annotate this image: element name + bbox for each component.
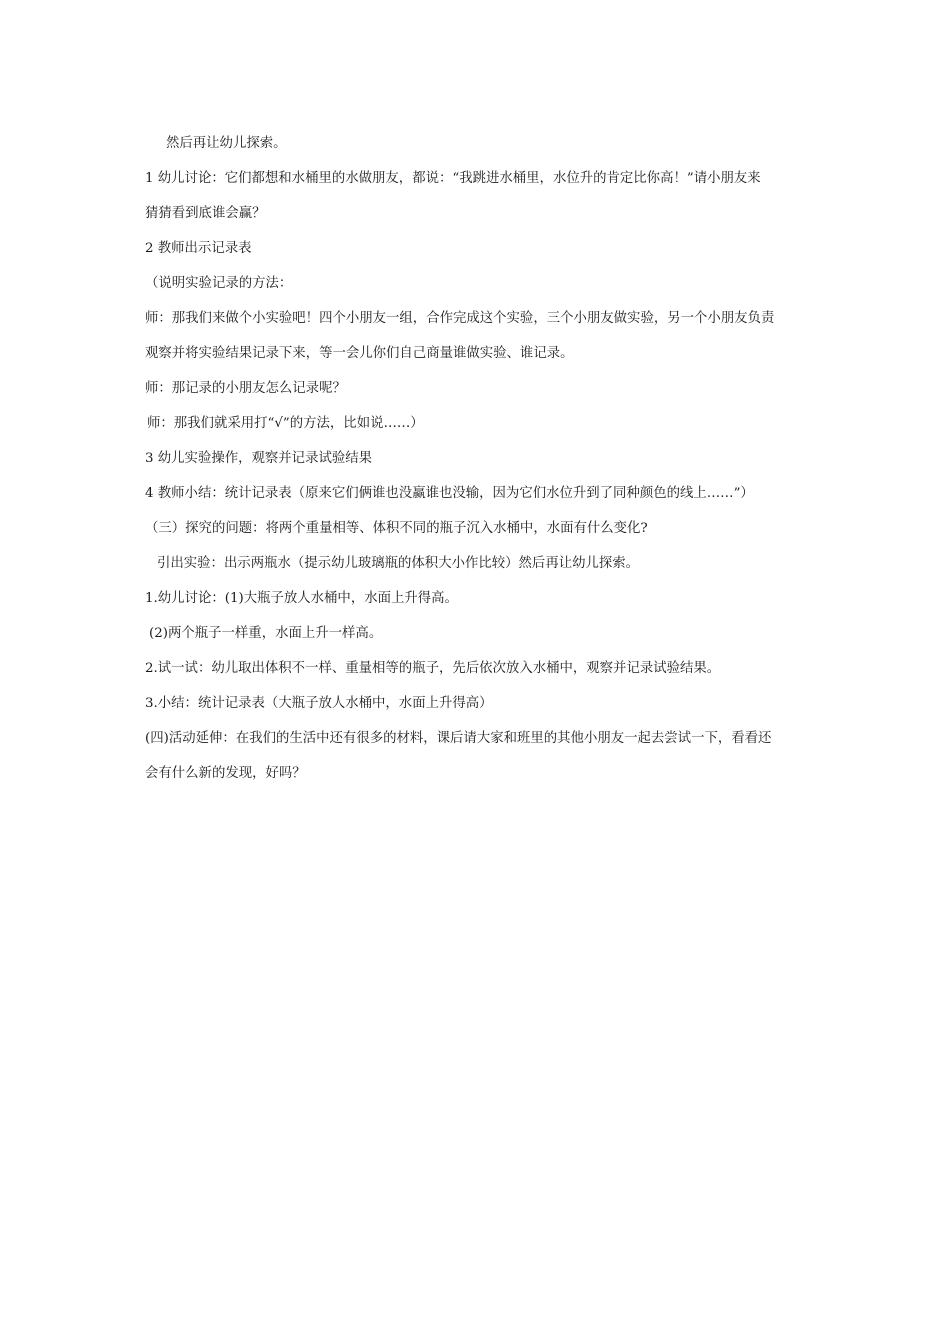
paragraph-child-operation: 3 幼儿实验操作，观察并记录试验结果 — [145, 451, 373, 466]
paragraph-extension: (四)活动延伸：在我们的生活中还有很多的材料，课后请大家和班里的其他小朋友一起去尝试一下，看看还 — [145, 731, 772, 746]
paragraph-show-record-table: 2 教师出示记录表 — [145, 241, 252, 256]
paragraph-introduce-experiment: 引出实验：出示两瓶水（提示幼儿玻璃瓶的体积大小作比较）然后再让幼儿探索。 — [157, 556, 640, 571]
paragraph-explore: 然后再让幼儿探索。 — [166, 136, 287, 151]
paragraph-child-discussion-2: (2)两个瓶子一样重，水面上升一样高。 — [149, 626, 383, 641]
document-body — [145, 126, 810, 791]
paragraph-discussion-1-cont: 猜猜看到底谁会赢？ — [145, 206, 266, 221]
paragraph-extension-cont: 会有什么新的发现，好吗？ — [145, 766, 306, 781]
paragraph-section-three: （三）探究的问题：将两个重量相等、体积不同的瓶子沉入水桶中，水面有什么变化? — [145, 521, 648, 536]
paragraph-teacher-experiment-cont: 观察并将实验结果记录下来，等一会儿你们自己商量谁做实验、谁记录。 — [145, 346, 574, 361]
paragraph-record-method: （说明实验记录的方法： — [145, 276, 293, 291]
paragraph-teacher-experiment: 师：那我们来做个小实验吧！四个小朋友一组，合作完成这个实验，三个小朋友做实验，另一个小朋友负责 — [145, 311, 775, 326]
paragraph-summary: 3.小结：统计记录表（大瓶子放人水桶中，水面上升得高） — [145, 696, 493, 711]
paragraph-discussion-1: 1 幼儿讨论：它们都想和水桶里的水做朋友，都说：“我跳进水桶里，水位升的肯定比你高！”请小朋友来 — [145, 171, 761, 186]
paragraph-child-discussion-1: 1.幼儿讨论：(1)大瓶子放人水桶中，水面上升得高。 — [145, 591, 458, 606]
paragraph-try-it: 2.试一试：幼儿取出体积不一样、重量相等的瓶子，先后依次放入水桶中，观察并记录试验结果。 — [145, 661, 721, 676]
paragraph-teacher-tick-method: 师：那我们就采用打“√”的方法，比如说……） — [147, 416, 424, 431]
paragraph-teacher-summary: 4 教师小结：统计记录表（原来它们俩谁也没赢谁也没输，因为它们水位升到了同种颜色的线上……”） — [145, 486, 754, 501]
paragraph-teacher-question: 师：那记录的小朋友怎么记录呢？ — [145, 381, 346, 396]
